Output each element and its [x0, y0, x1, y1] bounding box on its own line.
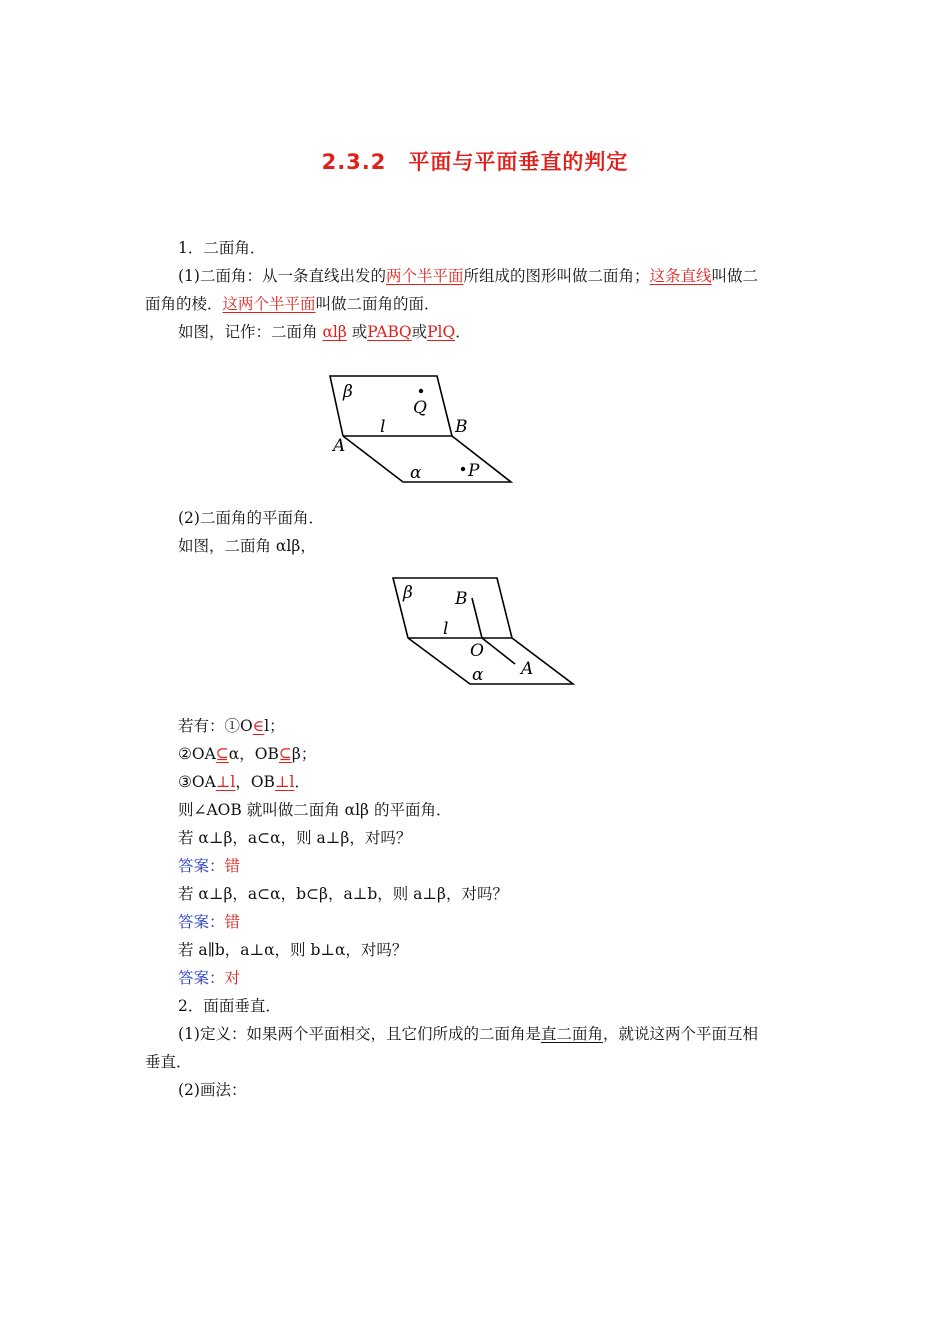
- text: 如图，记作：二面角: [178, 323, 323, 341]
- label-p: P: [468, 461, 480, 481]
- text: 面角的棱．: [145, 295, 223, 313]
- text: ，OB: [235, 773, 275, 791]
- label-l: l: [380, 417, 386, 437]
- condition-2: [178, 744, 316, 764]
- perpendicular-definition-line-1: [178, 1024, 758, 1044]
- text: ②OA: [178, 745, 216, 763]
- section-3-heading: 2．面面垂直．: [178, 997, 281, 1015]
- text: β；: [291, 745, 317, 763]
- blank-answer: 这两个半平面: [222, 295, 316, 313]
- notation-line: [178, 322, 471, 342]
- blank-answer: ⊆: [215, 745, 229, 763]
- text: 或: [351, 323, 368, 341]
- text: ，就说这两个平面互相: [602, 1025, 758, 1043]
- question-2: 若 α⊥β，a⊂α，b⊂β，a⊥b，则 a⊥β，对吗？: [178, 885, 508, 903]
- definition-line-1: [178, 266, 758, 286]
- dihedral-angle-figure-1: [325, 370, 520, 488]
- label-alpha: α: [410, 463, 422, 483]
- answer-label: 答案：: [178, 913, 225, 931]
- text: 叫做二: [711, 267, 759, 285]
- point-q: [419, 389, 423, 393]
- condition-3: [178, 772, 310, 792]
- plane-alpha: [343, 436, 511, 482]
- text: 若有：①O: [178, 717, 253, 735]
- blank-answer: ⊆: [278, 745, 292, 763]
- label-beta: β: [343, 382, 353, 402]
- dihedral-angle-figure-2: [385, 572, 580, 690]
- blank-answer: αlβ: [322, 323, 347, 341]
- blank-answer: PABQ: [367, 323, 412, 341]
- blank-answer: 两个半平面: [385, 267, 464, 285]
- label-q: Q: [413, 398, 427, 418]
- answer-value: 错: [224, 857, 241, 875]
- answer-1: [178, 856, 240, 876]
- section-2-heading: (2)二面角的平面角．: [178, 509, 324, 527]
- point-p: [461, 467, 465, 471]
- ray-ob: [472, 598, 482, 638]
- answer-value: 对: [224, 969, 241, 987]
- text: l；: [264, 717, 285, 735]
- label-beta: β: [403, 583, 413, 603]
- answer-label: 答案：: [178, 857, 225, 875]
- ray-oa: [482, 638, 515, 664]
- text: 叫做二面角的面．: [315, 295, 440, 313]
- plane-angle-definition: 则∠AOB 就叫做二面角 αlβ 的平面角．: [178, 801, 452, 819]
- text: ③OA: [178, 773, 216, 791]
- label-b: B: [455, 589, 468, 609]
- blank-answer: ⊥l: [274, 773, 295, 791]
- text: ．: [294, 773, 311, 791]
- page-title: 2.3.2 平面与平面垂直的判定: [321, 150, 629, 174]
- condition-1: [178, 716, 285, 736]
- perpendicular-definition-line-2: 垂直．: [145, 1053, 192, 1071]
- answer-label: 答案：: [178, 969, 225, 987]
- label-a: A: [521, 659, 534, 679]
- label-o: O: [470, 641, 484, 661]
- blank-answer: ∈: [252, 717, 265, 735]
- answer-3: [178, 968, 240, 988]
- answer-value: 错: [224, 913, 241, 931]
- section-2-intro: 如图，二面角 αlβ，: [178, 537, 316, 555]
- label-alpha: α: [472, 665, 484, 685]
- label-a: A: [333, 436, 346, 456]
- drawing-method-heading: (2)画法：: [178, 1081, 247, 1099]
- question-3: 若 a∥b，a⊥α，则 b⊥α，对吗？: [178, 941, 408, 959]
- blank-answer: PlQ: [427, 323, 456, 341]
- text: 或: [411, 323, 428, 341]
- text: ．: [455, 323, 471, 341]
- label-b: B: [455, 417, 468, 437]
- blank-answer: 这条直线: [649, 267, 712, 285]
- text: (1)二面角：从一条直线出发的: [178, 267, 386, 285]
- text: 所组成的图形叫做二面角；: [463, 267, 650, 285]
- definition-line-2: [145, 294, 440, 314]
- text: α，OB: [228, 745, 279, 763]
- label-l: l: [443, 619, 449, 639]
- answer-2: [178, 912, 240, 932]
- blank-answer: ⊥l: [215, 773, 236, 791]
- question-1: 若 α⊥β，a⊂α，则 a⊥β，对吗？: [178, 829, 412, 847]
- section-1-heading: 1．二面角．: [178, 239, 266, 257]
- text: (1)定义：如果两个平面相交，且它们所成的二面角是: [178, 1025, 541, 1043]
- blank-answer: 直二面角: [540, 1025, 603, 1043]
